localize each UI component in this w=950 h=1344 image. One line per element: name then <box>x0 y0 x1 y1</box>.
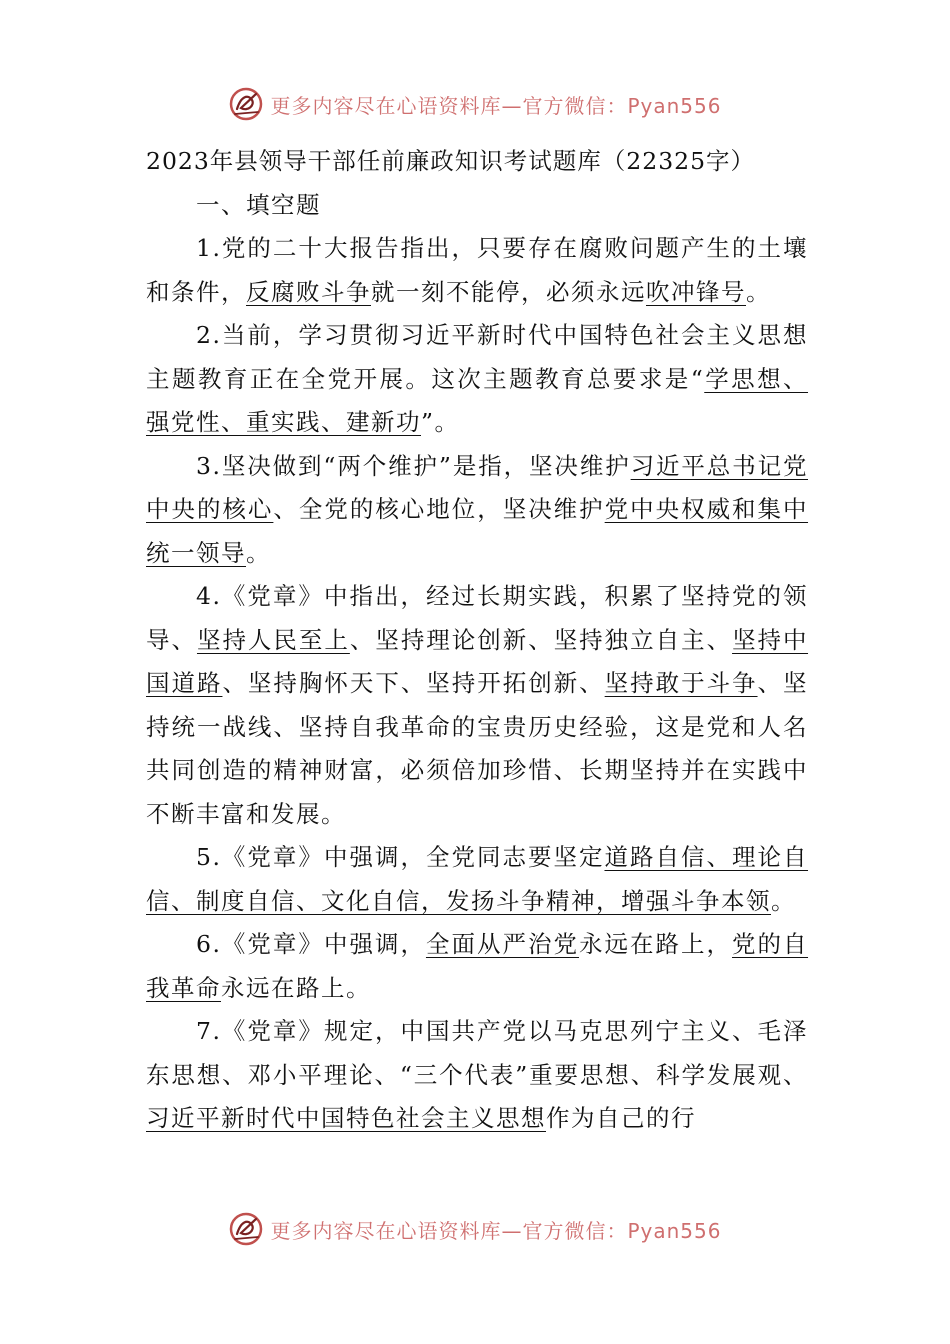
q2-text: 2.当前，学习贯彻习近平新时代中国特色社会主义思想主题教育正在全党开展。这次主题教育总要求是“ <box>146 321 808 393</box>
q5-answer: 道路自信、理论自信、制度自信、文化自信，发扬斗争精神，增强斗争本领 <box>146 843 809 915</box>
watermark-header <box>0 84 950 124</box>
q4-text: 、坚持统一战线、坚持自我革命的宝贵历史经验，这是党和人名共同创造的精神财富，必须倍加珍惜、长期坚持并在实践中不断丰富和发展。 <box>146 669 809 828</box>
q4-answer: 坚持人民至上 <box>196 625 350 654</box>
question-7 <box>146 1010 808 1141</box>
section-heading: 一、填空题 <box>196 190 321 219</box>
q6-answer: 全面从严治党 <box>425 930 579 958</box>
q5-text: 。 <box>771 886 796 915</box>
q6-text: 永远在路上， <box>578 930 733 958</box>
document-body <box>146 140 808 1141</box>
q7-answer: 习近平新时代中国特色社会主义思想 <box>146 1104 546 1132</box>
q4-answer: 坚持敢于斗争 <box>604 669 758 697</box>
q4-text: 4.《党章》中指出，经过长期实践，积累了坚持党的领导、 <box>146 582 808 654</box>
watermark-footer <box>0 1209 950 1249</box>
q1-answer: 反腐败斗争 <box>246 277 371 306</box>
q3-answer: 党中央权威和集中统一领导 <box>146 495 809 567</box>
q4-answer: 坚持中国道路 <box>146 625 809 697</box>
q7-text: 作为自己的行 <box>546 1104 696 1132</box>
q1-answer: 吹冲锋号 <box>646 277 746 306</box>
question-3 <box>146 445 808 576</box>
watermark-text: 更多内容尽在心语资料库—官方微信：Pyan556 <box>270 1218 722 1243</box>
q1-text: 就一刻不能停，必须永远 <box>371 277 646 306</box>
q5-text: 5.《党章》中强调，全党同志要坚定 <box>196 843 605 871</box>
q1-text: 。 <box>746 277 771 306</box>
q3-text: 、全党的核心地位，坚决维护 <box>273 495 605 523</box>
question-2 <box>146 314 808 445</box>
document-title: 2023年县领导干部任前廉政知识考试题库（22325字） <box>146 147 756 175</box>
q6-text: 永远在路上。 <box>221 973 371 1002</box>
q6-answer: 党的自我革命 <box>146 930 809 1002</box>
question-5 <box>146 836 808 923</box>
q6-text: 6.《党章》中强调， <box>196 930 426 958</box>
question-1 <box>146 227 808 314</box>
q2-answer: 学思想、强党性、重实践、建新功 <box>146 364 809 436</box>
watermark-text: 更多内容尽在心语资料库—官方微信：Pyan556 <box>270 93 722 118</box>
q1-text: 1.党的二十大报告指出，只要存在腐败问题产生的土壤和条件， <box>146 234 808 306</box>
question-6 <box>146 923 808 1010</box>
q4-text: 、坚持理论创新、坚持独立自主、 <box>349 625 733 654</box>
q2-text: ”。 <box>421 408 460 436</box>
q3-text: 3.坚决做到“两个维护”是指，坚决维护 <box>196 451 631 480</box>
q3-text: 。 <box>246 538 271 567</box>
signature-seal-logo-icon <box>228 86 264 122</box>
q7-text: 7.《党章》规定，中国共产党以马克思列宁主义、毛泽东思想、邓小平理论、“三个代表”重要思想、科学发展观、 <box>146 1017 808 1089</box>
q3-answer: 习近平总书记党中央的核心 <box>146 451 808 523</box>
question-4 <box>146 575 808 836</box>
signature-seal-logo-icon <box>228 1211 264 1247</box>
q4-text: 、坚持胸怀天下、坚持开拓创新、 <box>222 669 605 697</box>
